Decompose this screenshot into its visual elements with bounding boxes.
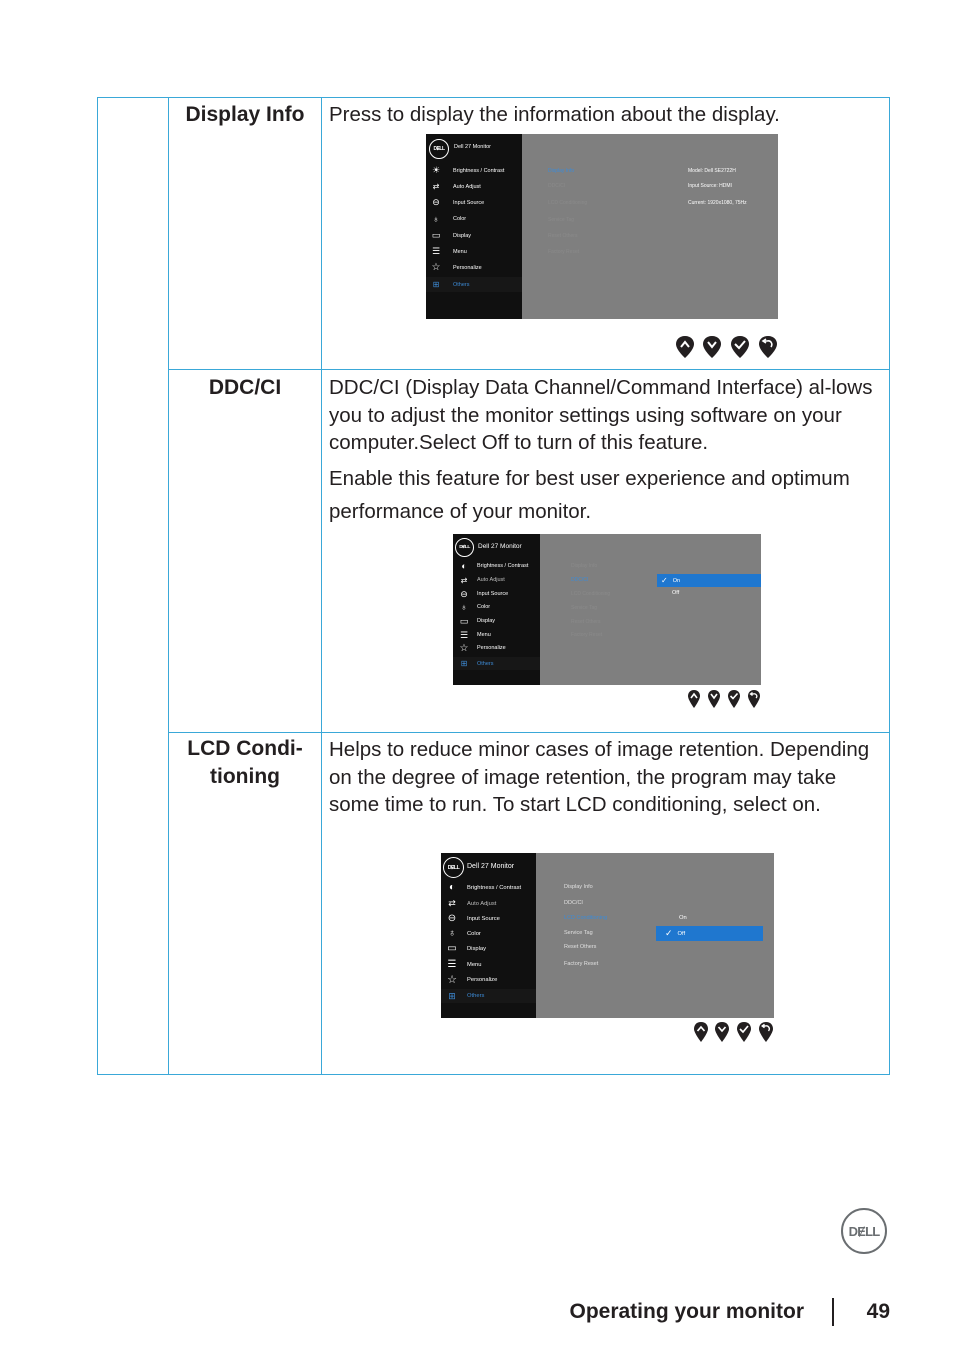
down-button-icon [708, 690, 720, 708]
dell-logo-icon: DɆLL [455, 538, 474, 557]
osd-submenu-item: Display Info [548, 168, 575, 174]
auto-adjust-icon: ⇄ [460, 575, 468, 585]
osd-menu-label: Color [477, 604, 491, 610]
osd-menu-item [441, 897, 536, 910]
dell-logo-icon: DɆLL [443, 857, 464, 878]
back-button-icon [748, 690, 760, 708]
display-icon: ▭ [431, 230, 441, 240]
row-divider-1 [168, 369, 890, 370]
osd-info-current: Current: 1920x1080, 75Hz [688, 200, 747, 206]
osd-menu-item [441, 912, 536, 925]
osd-option-label: Off [677, 930, 686, 937]
confirm-button-icon [728, 690, 740, 708]
osd-menu-item [426, 261, 522, 274]
osd-menu-item [453, 560, 540, 572]
osd-menu-item-selected [441, 989, 536, 1003]
back-button-icon [759, 336, 777, 358]
osd-option-label: On [672, 577, 681, 584]
osd-info-input: Input Source: HDMI [688, 183, 732, 189]
osd-submenu-item: Display Info [571, 563, 598, 569]
osd-menu-label: Display [477, 618, 496, 624]
osd-submenu-item: Factory Reset [548, 249, 580, 255]
down-button-icon [703, 336, 721, 358]
brightness-icon: ☀ [431, 165, 441, 175]
footer-divider [832, 1298, 834, 1326]
osd-menu-label: Brightness / Contrast [453, 167, 505, 174]
row-label-lcd-conditioning: LCD Condi-tioning [187, 737, 303, 788]
dell-logo-icon: DɆLL [429, 139, 449, 159]
osd-menu-label: Personalize [477, 645, 506, 651]
osd-menu-item [453, 629, 540, 641]
osd-menu-label: Menu [477, 632, 491, 638]
input-source-icon: ⊖ [460, 588, 468, 599]
menu-icon: ☰ [431, 246, 441, 256]
osd-option-on: On [679, 915, 687, 921]
osd-option-off: Off [672, 590, 680, 596]
footer-section-title: Operating your monitor [569, 1300, 804, 1323]
joystick-buttons [675, 335, 785, 359]
color-icon: ♁ [432, 213, 440, 224]
row-description-display-info [329, 101, 885, 129]
description-text-2: Enable this feature for best user experience and optimum performance of your monitor. [329, 466, 850, 523]
display-icon: ▭ [447, 943, 457, 954]
osd-option-on-selected [657, 574, 761, 587]
osd-option-off-selected [656, 926, 763, 941]
confirm-button-icon [731, 336, 749, 358]
personalize-icon: ☆ [459, 642, 469, 654]
personalize-icon: ☆ [431, 262, 441, 273]
osd-menu-label: Display [467, 945, 487, 952]
osd-menu-label: Others [477, 660, 494, 667]
brightness-icon: ◐ [461, 561, 467, 571]
osd-menu-item [426, 196, 522, 209]
page-number: 49 [866, 1300, 890, 1323]
row-description-lcd-conditioning [329, 736, 885, 819]
up-button-icon [676, 336, 694, 358]
table-border-top [97, 97, 890, 98]
osd-menu-item [453, 588, 540, 600]
menu-icon: ☰ [447, 959, 457, 970]
osd-button-row [687, 689, 763, 709]
osd-menu-label: Others [467, 993, 485, 999]
display-icon: ▭ [459, 615, 469, 626]
auto-adjust-icon: ⇄ [448, 898, 456, 908]
check-icon: ✓ [665, 928, 673, 938]
osd-submenu-item: Factory Reset [571, 632, 603, 638]
osd-menu-item [426, 229, 522, 242]
table-border-left [97, 97, 98, 1075]
osd-menu-item [441, 881, 536, 894]
check-icon: ✓ [661, 576, 668, 585]
osd-menu-label: Auto Adjust [453, 183, 481, 190]
brightness-icon: ◐ [448, 882, 456, 893]
osd-menu-item-selected [426, 277, 522, 292]
osd-submenu-item: Service Tag [548, 217, 575, 223]
osd-menu-item [426, 212, 522, 225]
column-divider-1 [168, 97, 169, 1075]
auto-adjust-icon: ⇄ [432, 182, 440, 191]
osd-menu-label: Auto Adjust [467, 900, 497, 907]
table-border-bottom [97, 1074, 890, 1075]
back-button-icon [759, 1022, 773, 1042]
description-text: Press to display the information about the display. [329, 103, 780, 126]
osd-menu-item [441, 927, 536, 940]
osd-submenu-item: LCD Conditioning [564, 915, 608, 921]
osd-menu-item [453, 615, 540, 627]
osd-submenu-item: Reset Others [548, 233, 578, 239]
osd-button-row [675, 335, 785, 359]
osd-menu-item [453, 574, 540, 586]
table-border-right [889, 97, 890, 1075]
osd-submenu-item: LCD Conditioning [571, 591, 611, 597]
personalize-icon: ☆ [447, 974, 457, 986]
osd-menu-item [426, 164, 522, 177]
up-button-icon [688, 690, 700, 708]
osd-menu-item [453, 642, 540, 654]
others-icon: ⊞ [460, 659, 468, 668]
confirm-button-icon [737, 1022, 751, 1042]
osd-menu-label: Brightness / Contrast [467, 884, 522, 891]
osd-sidebar-bottom [426, 292, 522, 319]
joystick-buttons [693, 1021, 775, 1043]
osd-submenu-item: Reset Others [571, 619, 601, 625]
color-icon: ♁ [448, 928, 456, 939]
osd-menu-label: Menu [453, 248, 467, 255]
osd-menu-item-selected [453, 657, 540, 670]
osd-ddc-ci-screenshot [453, 534, 761, 685]
osd-menu-label: Brightness / Contrast [477, 563, 529, 569]
row-label-display-info: Display Info [185, 103, 305, 126]
osd-submenu-item: Service Tag [564, 930, 593, 936]
osd-submenu-item: DDC/CI [548, 183, 566, 189]
row-description-ddc-ci [329, 374, 885, 528]
osd-submenu-item: Service Tag [571, 605, 598, 611]
osd-menu-item [441, 958, 536, 971]
osd-menu-label: Input Source [477, 591, 509, 597]
osd-menu-item [441, 942, 536, 955]
osd-submenu-item: DDC/CI [571, 577, 589, 583]
osd-title: Dell 27 Monitor [454, 144, 491, 150]
osd-menu-label: Personalize [453, 264, 482, 271]
column-divider-2 [321, 97, 322, 1075]
osd-title: Dell 27 Monitor [467, 863, 515, 870]
joystick-buttons [687, 689, 763, 709]
description-text: Helps to reduce minor cases of image retention. Depending on the degree of image retention, the program may take some time to run. To start LCD conditioning, select on. [329, 738, 870, 816]
menu-icon: ☰ [459, 629, 469, 640]
osd-submenu-item: Display Info [564, 884, 593, 890]
others-icon: ⊞ [432, 280, 440, 289]
dell-logo-icon: DɆLL [841, 1208, 887, 1254]
osd-display-info-screenshot [426, 134, 778, 319]
osd-menu-label: Input Source [467, 915, 500, 922]
osd-submenu-item: DDC/CI [564, 900, 583, 906]
osd-info-model: Model: Dell SE2722H [688, 168, 736, 174]
osd-submenu-item: LCD Conditioning [548, 200, 588, 206]
osd-menu-label: Personalize [467, 976, 498, 983]
osd-menu-item [441, 973, 536, 986]
input-source-icon: ⊖ [432, 197, 440, 207]
row-divider-2 [168, 732, 890, 733]
osd-button-row [693, 1021, 775, 1043]
row-label-ddc-ci: DDC/CI [208, 376, 282, 399]
osd-menu-label: Color [453, 215, 467, 222]
osd-menu-item [426, 245, 522, 258]
osd-menu-label: Others [453, 281, 470, 288]
osd-menu-label: Auto Adjust [477, 577, 505, 583]
osd-menu-label: Display [453, 232, 472, 239]
osd-submenu-item: Reset Others [564, 944, 597, 950]
osd-submenu-item: Factory Reset [564, 961, 599, 967]
input-source-icon: ⊖ [447, 913, 457, 924]
osd-menu-label: Color [467, 930, 481, 937]
up-button-icon [694, 1022, 708, 1042]
down-button-icon [715, 1022, 729, 1042]
osd-title: Dell 27 Monitor [478, 543, 522, 550]
color-icon: ♁ [460, 602, 468, 612]
osd-menu-item [426, 180, 522, 193]
osd-menu-label: Input Source [453, 199, 485, 206]
description-text: DDC/CI (Display Data Channel/Command Interface) al-lows you to adjust the monitor settings using software on your computer.Select Off to turn of this feature. [329, 376, 873, 454]
osd-menu-item [453, 601, 540, 613]
osd-menu-label: Menu [467, 961, 482, 968]
osd-lcd-conditioning-screenshot [441, 853, 774, 1018]
others-icon: ⊞ [448, 990, 456, 1001]
